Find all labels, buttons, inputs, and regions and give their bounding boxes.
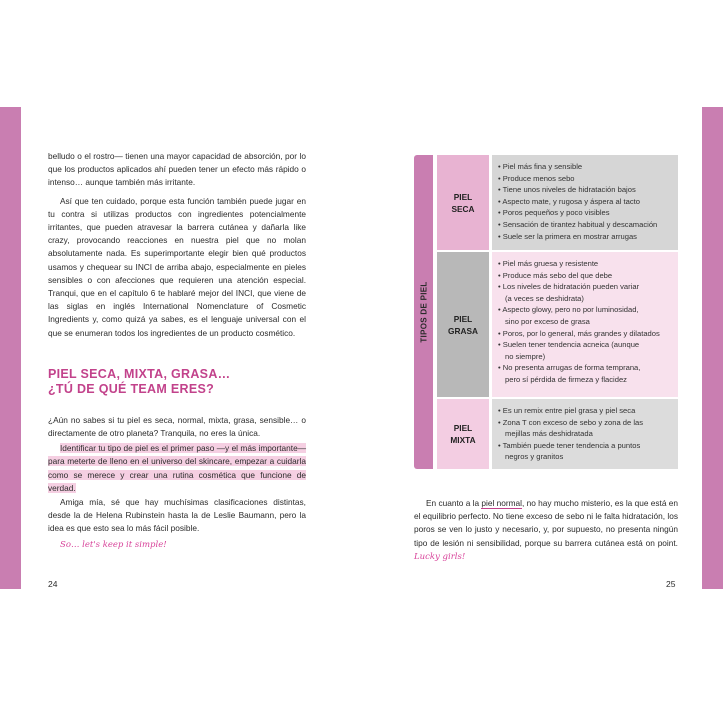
list-item-continuation: negros y granitos: [505, 452, 564, 462]
script-text: So… let's keep it simple!: [60, 539, 167, 550]
body-paragraph: Así que ten cuidado, porque esta función también puede jugar en tu contra si utilizas productos con ingredientes potencialmente irritantes, que pueden atravesar la barrera cutánea y dañarla like crazy, provocando reacciones en nuestra piel que no molan absolutamente nada. Es superimportante elegir bien qué productos usamos y chequear su INCI de arriba abajo, especialmente en pieles sensibles o con afecciones que requieren una atención especial. Tranqui, que en el capítulo 6 te hablaré mejor del INCI, que viene de las siglas en inglés International Nomenclature of Cosmetic Ingredients y, como quizá ya sabes, es el lenguaje universal con el que se enumeran todos los ingredientes de un producto cosmético.: [48, 195, 306, 338]
category-cell: [437, 252, 489, 397]
page-edge-right: [702, 107, 723, 589]
category-label: PIEL: [453, 313, 473, 324]
script-text: Lucky girls!: [414, 551, 466, 562]
list-item: • No presenta arrugas de forma temprana,: [498, 363, 641, 373]
category-label: GRASA: [448, 325, 478, 336]
list-item: • Aspecto glowy, pero no por luminosidad,: [498, 305, 639, 315]
skin-types-table: [414, 155, 678, 469]
list-item-continuation: sino por exceso de grasa: [505, 316, 590, 326]
underlined-term: piel normal: [481, 498, 522, 508]
list-item: • Es un remix entre piel grasa y piel seca: [498, 406, 636, 415]
list-item: • Sensación de tirantez habitual y descamación: [498, 219, 658, 229]
list-item: • Produce más sebo del que debe: [498, 270, 613, 280]
script-line: [48, 538, 306, 552]
text-span: En cuanto a la: [426, 498, 482, 508]
list-item: • Suelen tener tendencia acneica (aunque: [498, 340, 640, 350]
list-item: • Aspecto mate, y rugosa y áspera al tacto: [498, 196, 640, 206]
heading-line: ¿TÚ DE QUÉ TEAM ERES?: [48, 381, 215, 396]
page-number-right: 25: [666, 579, 676, 589]
heading-line: PIEL SECA, MIXTA, GRASA…: [48, 366, 231, 381]
list-item: • Suele ser la primera en mostrar arrugas: [498, 231, 637, 241]
list-item-continuation: mejillas más deshidratada: [505, 429, 593, 439]
list-item-continuation: no siempre): [505, 351, 546, 361]
section-heading: [48, 367, 306, 397]
list-item: • Poros, por lo general, más grandes y dilatados: [498, 328, 660, 338]
list-item: • Zona T con exceso de sebo y zona de las: [498, 417, 644, 427]
category-cell: [437, 155, 489, 250]
body-paragraph: Amiga mía, sé que hay muchísimas clasificaciones distintas, desde la de Helena Rubinstein hasta la de Leslie Baumann, pero la idea es que esto sea lo más fácil posible.: [48, 497, 306, 534]
text-span: , no hay mucho misterio, es la que está en el equilibrio perfecto. No tiene exceso de sebo ni le falta hidratación, los poros se ven lo justo y necesario, y, por supuesto, no presenta ningún tipo de lesión ni sensibilidad, porque su barrera cutánea está on point.: [414, 498, 678, 548]
body-paragraph: [414, 497, 678, 564]
table-row-grasa: [437, 252, 678, 397]
list-item-continuation: (a veces se deshidrata): [505, 293, 584, 303]
category-label: SECA: [451, 203, 475, 214]
right-page-text: [414, 497, 678, 564]
page-edge-left: [0, 107, 21, 589]
vertical-label-text: TIPOS DE PIEL: [419, 281, 428, 343]
table-row-mixta: [437, 399, 678, 469]
category-label: PIEL: [453, 191, 473, 202]
category-label: MIXTA: [450, 435, 476, 445]
items-cell: [492, 399, 678, 469]
list-item: • Produce menos sebo: [498, 173, 575, 183]
category-label: PIEL: [453, 423, 473, 433]
highlight-text: Identificar tu tipo de piel es el primer paso —y el más importante— para meterte de lleno en el universo del skincare, empezar a cuidarla como se merece y crear una rutina cosmética que funcione de verdad.: [48, 443, 306, 493]
list-item: • Los niveles de hidratación pueden variar: [498, 282, 640, 292]
body-paragraph: ¿Aún no sabes si tu piel es seca, normal, mixta, grasa, sensible… o directamente de otro planeta? Tranquila, no eres la única.: [48, 414, 306, 439]
list-item: • Poros pequeños y poco visibles: [498, 208, 610, 218]
table-row-seca: [437, 155, 678, 250]
highlighted-paragraph: [48, 442, 306, 495]
list-item: • También puede tener tendencia a puntos: [498, 440, 641, 450]
category-cell: [437, 399, 489, 469]
table-vertical-label: [414, 155, 433, 469]
list-item: • Piel más gruesa y resistente: [498, 259, 599, 268]
left-page: [48, 150, 306, 552]
body-paragraph: belludo o el rostro— tienen una mayor capacidad de absorción, por lo que los productos aplicados ahí pueden tener un efecto más rápido o intenso… aunque también más irritante.: [48, 151, 306, 188]
list-item-continuation: pero sí pérdida de firmeza y flacidez: [505, 374, 627, 384]
list-item: • Tiene unos niveles de hidratación bajos: [498, 185, 636, 195]
items-cell: [492, 155, 678, 250]
page-number-left: 24: [48, 579, 58, 589]
list-item: • Piel más fina y sensible: [498, 162, 583, 171]
items-cell: [492, 252, 678, 397]
